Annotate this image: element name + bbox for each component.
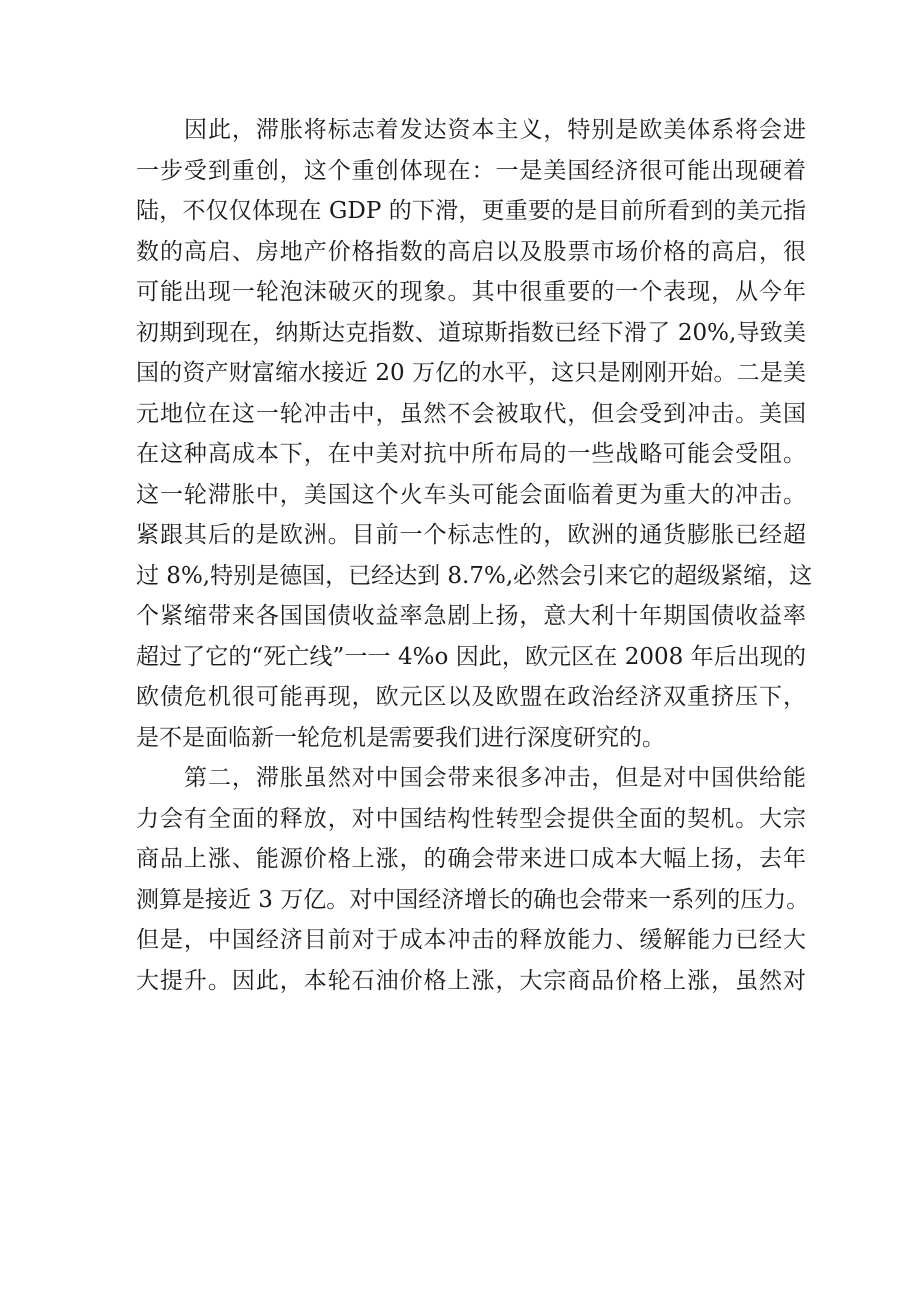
paragraph-1-line-8: 元地位在这一轮冲击中，虽然不会被取代，但会受到冲击。美国 xyxy=(136,400,806,427)
paragraph-2-line-3: 商品上涨、能源价格上涨，的确会带来进口成本大幅上扬，去年 xyxy=(136,846,806,872)
paragraph-2-line-5: 但是，中国经济目前对于成本冲击的释放能力、缓解能力已经大 xyxy=(136,927,806,953)
paragraph-1-line-7: 国的资产财富缩水接近 20 万亿的水平，这只是刚刚开始。二是美 xyxy=(136,360,806,386)
paragraph-1-line-4: 数的高启、房地产价格指数的高启以及股票市场价格的高启，很 xyxy=(136,238,806,265)
paragraph-1-line-9: 在这种高成本下，在中美对抗中所布局的一些战略可能会受阻。 xyxy=(136,441,806,467)
paragraph-2-line-4: 测算是接近 3 万亿。对中国经济增长的确也会带来一系列的压力。 xyxy=(136,886,810,913)
paragraph-1-line-16: 是不是面临新一轮危机是需要我们进行深度研究的。 xyxy=(136,724,665,751)
paragraph-1-line-3: 陆，不仅仅体现在 GDP 的下滑，更重要的是目前所看到的美元指 xyxy=(136,198,806,224)
paragraph-1-line-5: 可能出现一轮泡沫破灭的现象。其中很重要的一个表现，从今年 xyxy=(136,279,806,305)
paragraph-1-line-6: 初期到现在，纳斯达克指数、道琼斯指数已经下滑了 20%,导致美 xyxy=(136,319,806,346)
paragraph-1-line-10: 这一轮滞胀中，美国这个火车头可能会面临着更为重大的冲击。 xyxy=(136,481,806,508)
paragraph-1-line-2: 一步受到重创，这个重创体现在：一是美国经济很可能出现硬着 xyxy=(136,157,806,184)
paragraph-1-line-11: 紧跟其后的是欧洲。目前一个标志性的，欧洲的通货膨胀已经超 xyxy=(136,522,806,548)
paragraph-1-line-12: 过 8%,特别是德国，已经达到 8.7%,必然会引来它的超级紧缩，这 xyxy=(136,562,813,589)
paragraph-1-line-15: 欧债危机很可能再现，欧元区以及欧盟在政治经济双重挤压下， xyxy=(136,684,806,710)
paragraph-1-line-14: 超过了它的“死亡线”一一 4%o 因此，欧元区在 2008 年后出现的 xyxy=(136,643,806,670)
paragraph-1-line-13: 个紧缩带来各国国债收益率急剧上扬，意大利十年期国债收益率 xyxy=(136,603,806,629)
paragraph-2-line-6: 大提升。因此，本轮石油价格上涨，大宗商品价格上涨，虽然对 xyxy=(136,967,806,994)
body-text xyxy=(136,110,813,1001)
paragraph-1-line-1: 因此，滞胀将标志着发达资本主义，特别是欧美体系将会进 xyxy=(184,117,806,143)
paragraph-2-line-1: 第二，滞胀虽然对中国会带来很多冲击，但是对中国供给能 xyxy=(184,765,806,791)
paragraph-2-line-2: 力会有全面的释放，对中国结构性转型会提供全面的契机。大宗 xyxy=(136,805,806,832)
